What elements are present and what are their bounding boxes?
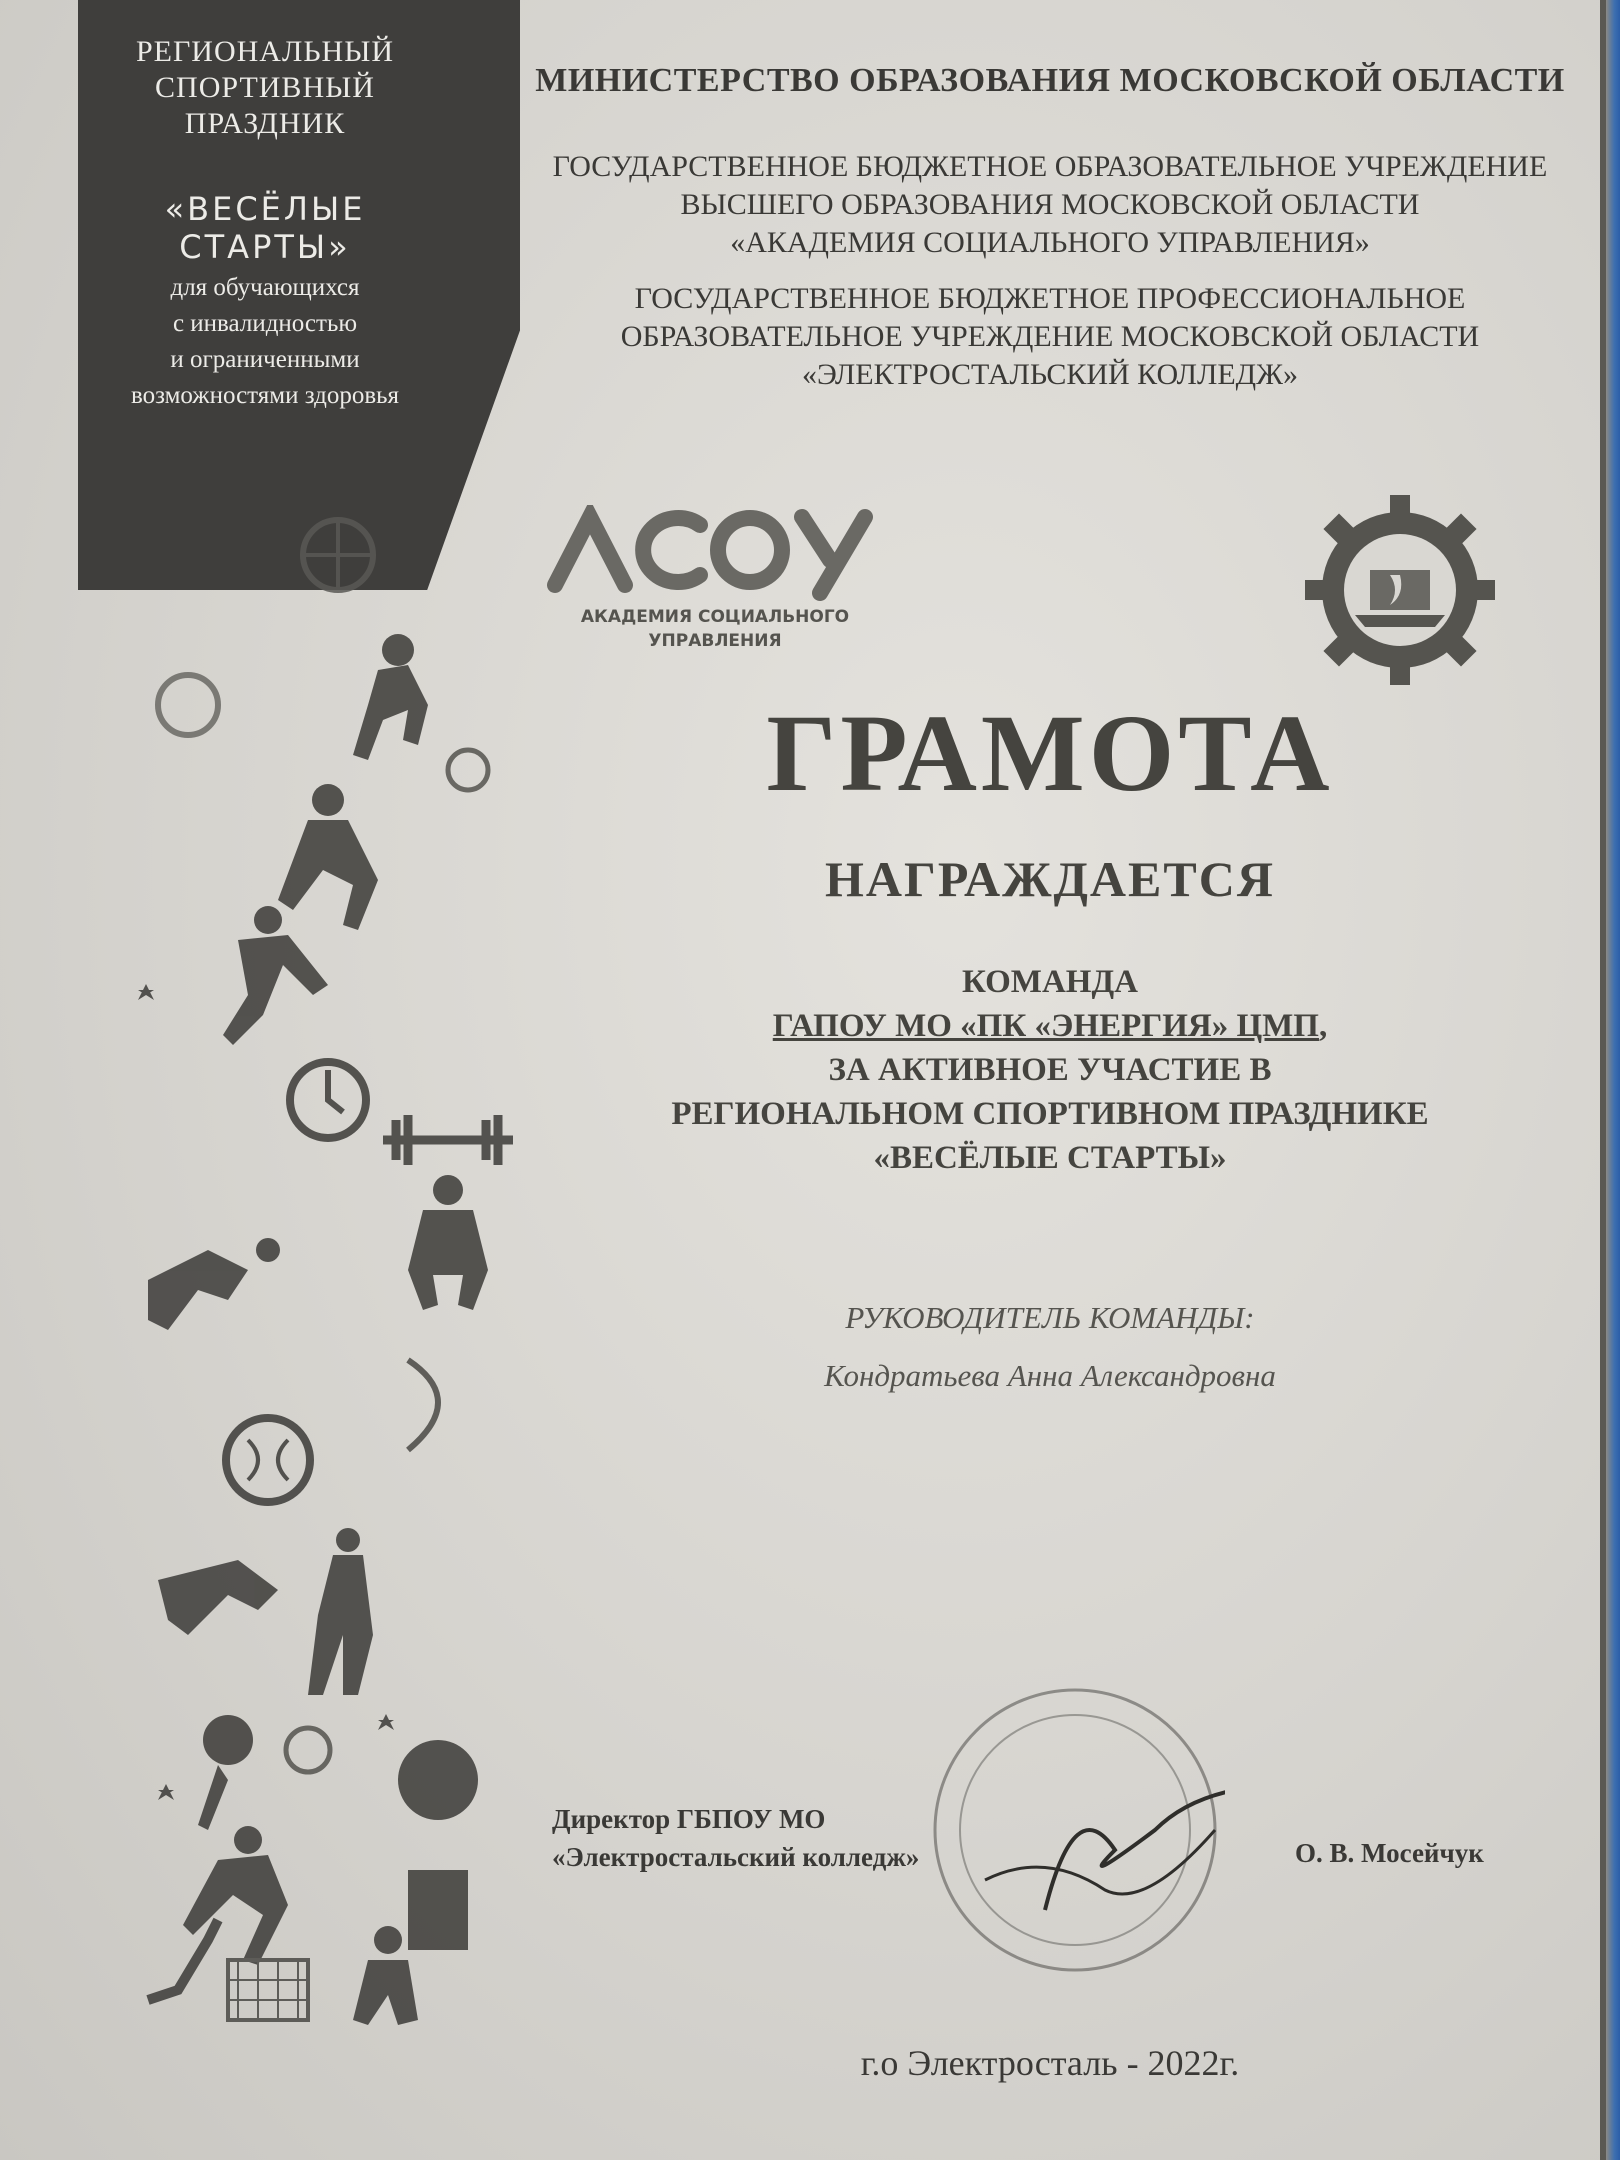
team-label: КОМАНДА <box>962 964 1138 1000</box>
director-name: О. В. Мосейчук <box>1295 1838 1484 1868</box>
awarded-label: НАГРАЖДАЕТСЯ <box>825 851 1275 907</box>
certificate-title: ГРАМОТА <box>766 692 1334 814</box>
city-year: г.о Электросталь - 2022г. <box>860 2043 1240 2083</box>
official-stamp-icon <box>925 1680 1225 1980</box>
asou-logo-caption: АКАДЕМИЯ СОЦИАЛЬНОГО УПРАВЛЕНИЯ <box>580 607 850 651</box>
ministry-name: МИНИСТЕРСТВО ОБРАЗОВАНИЯ МОСКОВСКОЙ ОБЛАСТИ <box>535 62 1565 99</box>
sports-collage-icon <box>78 500 518 2060</box>
team-name: ГАПОУ МО «ПК «ЭНЕРГИЯ» ЦМП <box>772 1008 1319 1044</box>
academy-name: ГОСУДАРСТВЕННОЕ БЮДЖЕТНОЕ ОБРАЗОВАТЕЛЬНОЕ УЧРЕЖДЕНИЕ ВЫСШЕГО ОБРАЗОВАНИЯ МОСКОВСКОЙ ОБЛАСТИ «АКАДЕМИЯ СОЦИАЛЬНОГО УПРАВЛЕНИЯ» <box>552 150 1548 259</box>
college-name: ГОСУДАРСТВЕННОЕ БЮДЖЕТНОЕ ПРОФЕССИОНАЛЬНОЕ ОБРАЗОВАТЕЛЬНОЕ УЧРЕЖДЕНИЕ МОСКОВСКОЙ ОБЛАСТИ «ЭЛЕКТРОСТАЛЬСКИЙ КОЛЛЕДЖ» <box>620 282 1480 391</box>
banner-audience: для обучающихся с инвалидностью и ограниченными возможностями здоровья <box>130 274 400 409</box>
banner-event-name: «ВЕСЁЛЫЕ СТАРТЫ» <box>164 190 366 266</box>
team-leader-name: Кондратьева Анна Александровна <box>824 1358 1276 1393</box>
team-leader-label: РУКОВОДИТЕЛЬ КОМАНДЫ: <box>845 1300 1255 1335</box>
banner-heading: РЕГИОНАЛЬНЫЙ СПОРТИВНЫЙ ПРАЗДНИК <box>135 35 395 140</box>
award-text: КОМАНДА ГАПОУ МО «ПК «ЭНЕРГИЯ» ЦМП, ЗА АКТИВНОЕ УЧАСТИЕ В РЕГИОНАЛЬНОМ СПОРТИВНОМ ПРАЗДНИКЕ «ВЕСЁЛЫЕ СТАРТЫ» <box>520 960 1580 1180</box>
director-title: Директор ГБПОУ МО «Электростальский колледж» <box>552 1804 920 1872</box>
background-folder-edge <box>1606 0 1620 2160</box>
college-gear-emblem-icon <box>1300 490 1500 690</box>
team-name-line: ГАПОУ МО «ПК «ЭНЕРГИЯ» ЦМП, <box>772 1008 1328 1044</box>
